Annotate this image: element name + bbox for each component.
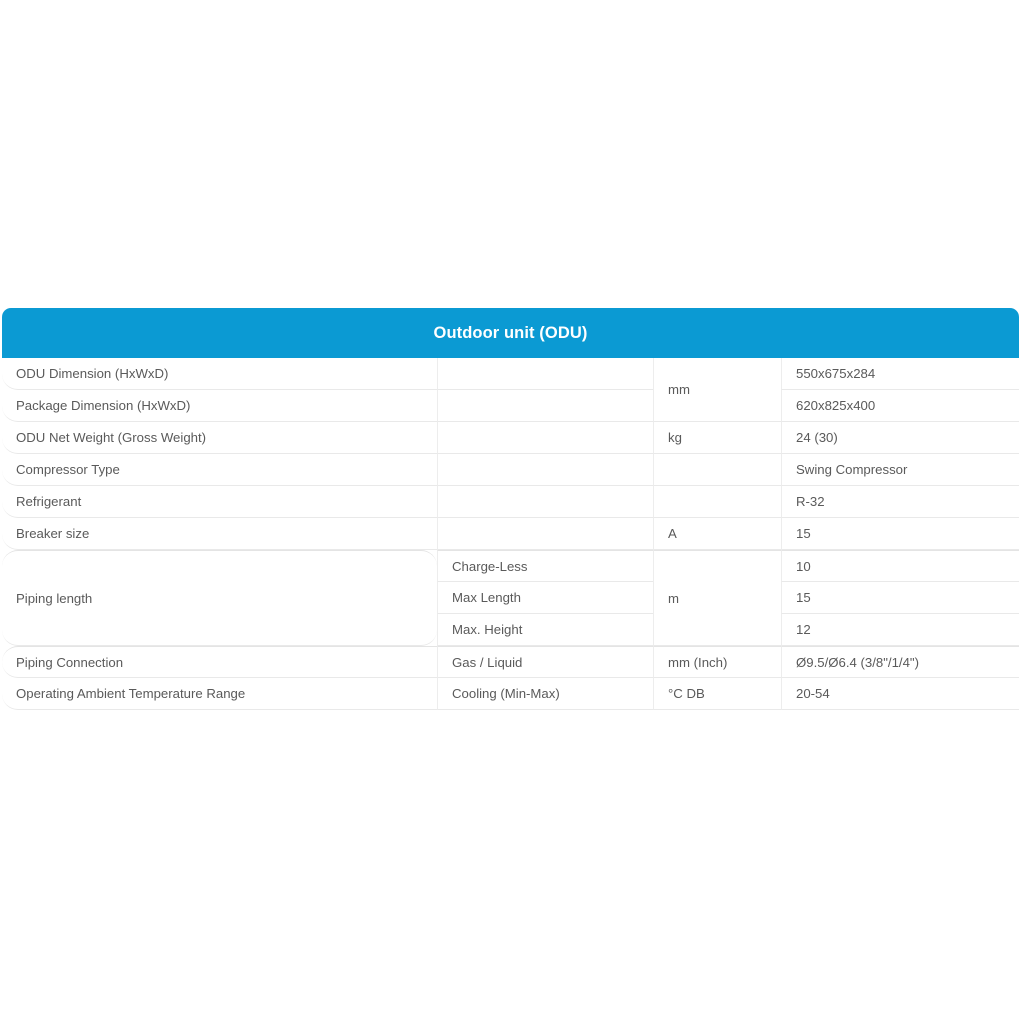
spec-table-title: Outdoor unit (ODU) (2, 308, 1019, 358)
row-sublabel (437, 486, 653, 518)
row-sublabel: Max Length (437, 582, 653, 614)
table-row (2, 518, 1019, 550)
row-value: Swing Compressor (781, 454, 1019, 486)
row-sublabel (437, 422, 653, 454)
table-row (2, 678, 1019, 710)
row-value: 15 (781, 582, 1019, 614)
row-label: Compressor Type (2, 454, 437, 486)
row-value: Ø9.5/Ø6.4 (3/8"/1/4") (781, 646, 1019, 678)
row-sublabel: Cooling (Min-Max) (437, 678, 653, 710)
row-value: 15 (781, 518, 1019, 550)
row-label: Operating Ambient Temperature Range (2, 678, 437, 710)
table-row (2, 358, 1019, 390)
row-unit: A (653, 518, 781, 550)
spec-table-body (2, 358, 1019, 710)
row-sublabel: Charge-Less (437, 550, 653, 582)
row-unit: mm (Inch) (653, 646, 781, 678)
row-value: 550x675x284 (781, 358, 1019, 390)
spec-table (2, 358, 1019, 710)
row-label: Refrigerant (2, 486, 437, 518)
spec-table-container (2, 308, 1019, 710)
row-unit: kg (653, 422, 781, 454)
row-sublabel: Max. Height (437, 614, 653, 646)
row-label: Piping length (2, 550, 437, 646)
row-sublabel (437, 518, 653, 550)
table-row (2, 550, 1019, 582)
row-unit: mm (653, 358, 781, 422)
row-value: 24 (30) (781, 422, 1019, 454)
row-sublabel: Gas / Liquid (437, 646, 653, 678)
row-value: 620x825x400 (781, 390, 1019, 422)
row-unit (653, 454, 781, 486)
table-row (2, 454, 1019, 486)
row-unit: m (653, 550, 781, 646)
row-sublabel (437, 454, 653, 486)
table-row (2, 486, 1019, 518)
row-label: ODU Net Weight (Gross Weight) (2, 422, 437, 454)
table-row (2, 422, 1019, 454)
row-value: R-32 (781, 486, 1019, 518)
table-row (2, 390, 1019, 422)
row-value: 12 (781, 614, 1019, 646)
row-label: ODU Dimension (HxWxD) (2, 358, 437, 390)
row-label: Package Dimension (HxWxD) (2, 390, 437, 422)
row-unit: °C DB (653, 678, 781, 710)
row-sublabel (437, 358, 653, 390)
row-sublabel (437, 390, 653, 422)
row-value: 10 (781, 550, 1019, 582)
row-unit (653, 486, 781, 518)
row-value: 20-54 (781, 678, 1019, 710)
row-label: Piping Connection (2, 646, 437, 678)
row-label: Breaker size (2, 518, 437, 550)
table-row (2, 646, 1019, 678)
